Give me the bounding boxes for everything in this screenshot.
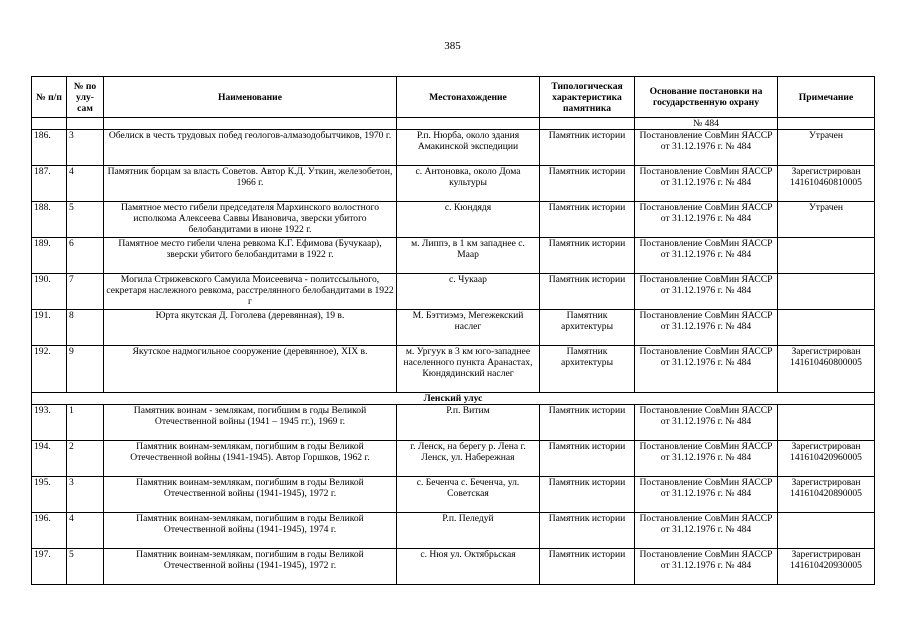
row-ulus-num: 1 <box>67 405 104 441</box>
row-name: Могила Стрижевского Самуила Моисеевича - политссыльного, секретаря наслежного ревкома, расстрелянного белобандитами в 1922 г <box>104 274 397 310</box>
header-note: Примечание <box>778 77 875 118</box>
row-num: 192. <box>32 346 67 393</box>
row-ulus-num: 5 <box>67 202 104 238</box>
row-num: 195. <box>32 477 67 513</box>
row-note: Утрачен <box>778 130 875 166</box>
row-num: 190. <box>32 274 67 310</box>
row-note <box>778 274 875 310</box>
row-basis: Постановление СовМин ЯАССР от 31.12.1976 г. № 484 <box>635 477 778 513</box>
header-basis: Основание постановки на государственную охрану <box>635 77 778 118</box>
table-row <box>32 130 875 166</box>
row-location: м. Липпэ, в 1 км западнее с. Маар <box>397 238 540 274</box>
table-row <box>32 346 875 393</box>
row-name: Обелиск в честь трудовых побед геологов-алмазодобытчиков, 1970 г. <box>104 130 397 166</box>
row-typology: Памятник истории <box>540 238 635 274</box>
table-row <box>32 405 875 441</box>
row-name: Памятное место гибели члена ревкома К.Г. Ефимова (Бучукаар), зверски убитого белобандитами в 1922 г. <box>104 238 397 274</box>
row-name: Памятник воинам-землякам, погибшим в годы Великой Отечественной войны (1941-1945), 1972 г. <box>104 549 397 585</box>
row-name: Памятник воинам - землякам, погибшим в годы Великой Отечественной войны (1941 – 1945 гг.), 1969 г. <box>104 405 397 441</box>
table-row <box>32 477 875 513</box>
row-location: м. Ургуук в 3 км юго-западнее населенного пункта Аранастах, Кюндядинский наслег <box>397 346 540 393</box>
row-note: Зарегистрирован 141610420890005 <box>778 477 875 513</box>
row-note: Зарегистрирован 141610420960005 <box>778 441 875 477</box>
row-note: Зарегистрирован 141610460810005 <box>778 166 875 202</box>
row-basis: Постановление СовМин ЯАССР от 31.12.1976 г. № 484 <box>635 549 778 585</box>
monuments-table <box>31 76 875 585</box>
row-location: с. Антоновка, около Дома культуры <box>397 166 540 202</box>
row-basis: Постановление СовМин ЯАССР от 31.12.1976 г. № 484 <box>635 405 778 441</box>
row-typology: Памятник истории <box>540 166 635 202</box>
continuation-basis: № 484 <box>635 118 778 130</box>
row-name: Памятник борцам за власть Советов. Автор К.Д. Уткин, железобетон, 1966 г. <box>104 166 397 202</box>
header-ulus-num: № по улу-сам <box>67 77 104 118</box>
page-number: 385 <box>444 40 461 52</box>
section-title: Ленский улус <box>32 393 875 405</box>
header-location: Местонахождение <box>397 77 540 118</box>
row-ulus-num: 9 <box>67 346 104 393</box>
row-basis: Постановление СовМин ЯАССР от 31.12.1976 г. № 484 <box>635 441 778 477</box>
row-ulus-num: 7 <box>67 274 104 310</box>
row-typology: Памятник истории <box>540 202 635 238</box>
row-location: Р.п. Нюрба, около здания Амакинской экспедиции <box>397 130 540 166</box>
row-name: Юрта якутская Д. Гоголева (деревянная), 19 в. <box>104 310 397 346</box>
row-name: Памятник воинам-землякам, погибшим в годы Великой Отечественной войны (1941-1945), 1974 г. <box>104 513 397 549</box>
row-basis: Постановление СовМин ЯАССР от 31.12.1976 г. № 484 <box>635 202 778 238</box>
row-location: с. Чукаар <box>397 274 540 310</box>
row-ulus-num: 5 <box>67 549 104 585</box>
continuation-row <box>32 118 875 130</box>
row-typology: Памятник истории <box>540 549 635 585</box>
row-num: 189. <box>32 238 67 274</box>
row-location: г. Ленск, на берегу р. Лена г. Ленск, ул. Набережная <box>397 441 540 477</box>
row-num: 191. <box>32 310 67 346</box>
row-note: Зарегистрирован 141610420930005 <box>778 549 875 585</box>
row-location: Р.п. Пеледуй <box>397 513 540 549</box>
row-name: Памятное место гибели председателя Мархинского волостного исполкома Алексеева Саввы Ивановича, зверски убитого белобандитами в июне 1922 г. <box>104 202 397 238</box>
row-typology: Памятник истории <box>540 405 635 441</box>
table-row <box>32 166 875 202</box>
row-ulus-num: 6 <box>67 238 104 274</box>
row-name: Якутское надмогильное сооружение (деревянное), XIX в. <box>104 346 397 393</box>
row-typology: Памятник истории <box>540 477 635 513</box>
row-basis: Постановление СовМин ЯАССР от 31.12.1976 г. № 484 <box>635 513 778 549</box>
row-location: с. Беченча с. Беченча, ул. Советская <box>397 477 540 513</box>
row-note: Зарегистрирован 141610460800005 <box>778 346 875 393</box>
row-note <box>778 310 875 346</box>
row-num: 194. <box>32 441 67 477</box>
row-location: с. Нюя ул. Октябрьская <box>397 549 540 585</box>
row-ulus-num: 8 <box>67 310 104 346</box>
row-basis: Постановление СовМин ЯАССР от 31.12.1976 г. № 484 <box>635 274 778 310</box>
row-basis: Постановление СовМин ЯАССР от 31.12.1976 г. № 484 <box>635 130 778 166</box>
row-typology: Памятник истории <box>540 513 635 549</box>
table-row <box>32 238 875 274</box>
row-typology: Памятник истории <box>540 441 635 477</box>
row-name: Памятник воинам-землякам, погибшим в годы Великой Отечественной войны (1941-1945), 1972 г. <box>104 477 397 513</box>
table-row <box>32 274 875 310</box>
row-ulus-num: 3 <box>67 477 104 513</box>
table-header-row <box>32 77 875 118</box>
row-basis: Постановление СовМин ЯАССР от 31.12.1976 г. № 484 <box>635 346 778 393</box>
row-basis: Постановление СовМин ЯАССР от 31.12.1976 г. № 484 <box>635 166 778 202</box>
row-location: с. Кюндядя <box>397 202 540 238</box>
table-row <box>32 202 875 238</box>
header-num: № п/п <box>32 77 67 118</box>
row-basis: Постановление СовМин ЯАССР от 31.12.1976 г. № 484 <box>635 238 778 274</box>
row-note <box>778 238 875 274</box>
row-typology: Памятник истории <box>540 130 635 166</box>
section-row <box>32 393 875 405</box>
row-name: Памятник воинам-землякам, погибшим в годы Великой Отечественной войны (1941-1945). Автор Горшков, 1962 г. <box>104 441 397 477</box>
table-row <box>32 310 875 346</box>
row-note <box>778 405 875 441</box>
row-num: 187. <box>32 166 67 202</box>
table-row <box>32 513 875 549</box>
row-ulus-num: 4 <box>67 166 104 202</box>
row-note: Утрачен <box>778 202 875 238</box>
row-num: 188. <box>32 202 67 238</box>
header-typology: Типологическая характеристика памятника <box>540 77 635 118</box>
row-num: 197. <box>32 549 67 585</box>
header-name: Наименование <box>104 77 397 118</box>
row-num: 193. <box>32 405 67 441</box>
row-basis: Постановление СовМин ЯАССР от 31.12.1976 г. № 484 <box>635 310 778 346</box>
row-typology: Памятник архитектуры <box>540 310 635 346</box>
row-location: М. Бэттиэмэ, Мегежекский наслег <box>397 310 540 346</box>
row-ulus-num: 4 <box>67 513 104 549</box>
row-typology: Памятник архитектуры <box>540 346 635 393</box>
table-row <box>32 441 875 477</box>
row-num: 196. <box>32 513 67 549</box>
row-note <box>778 513 875 549</box>
row-ulus-num: 3 <box>67 130 104 166</box>
table-row <box>32 549 875 585</box>
row-ulus-num: 2 <box>67 441 104 477</box>
row-typology: Памятник истории <box>540 274 635 310</box>
row-num: 186. <box>32 130 67 166</box>
row-location: Р.п. Витим <box>397 405 540 441</box>
